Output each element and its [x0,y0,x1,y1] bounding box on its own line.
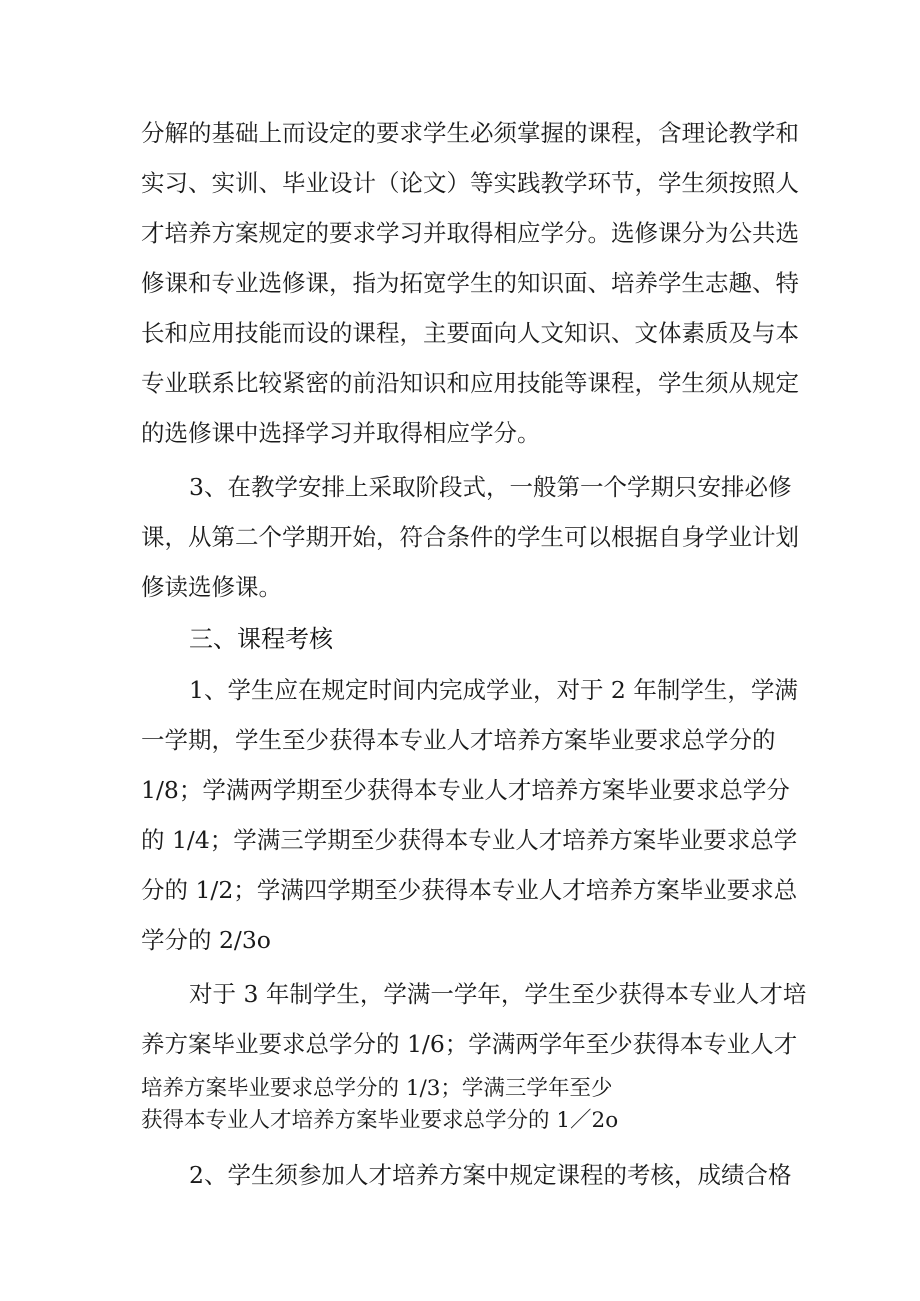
text-line-9: 课，从第二个学期开始，符合条件的学生可以根据自身学业计划 [141,523,799,551]
text-line-4: 修课和专业选修课，指为拓宽学生的知识面、培养学生志趣、特 [141,269,799,297]
text-line-14: 1/8；学满两学期至少获得本专业人才培养方案毕业要求总学分 [141,776,790,804]
text-line-19: 养方案毕业要求总学分的 1/6；学满两学年至少获得本专业人才 [141,1030,798,1058]
text-line-6: 专业联系比较紧密的前沿知识和应用技能等课程，学生须从规定 [141,369,799,397]
text-line-1: 分解的基础上而设定的要求学生必须掌握的课程，含理论教学和 [141,119,799,147]
text-line-18: 对于 3 年制学生，学满一学年，学生至少获得本专业人才培 [189,980,807,1008]
text-line-20: 培养方案毕业要求总学分的 1/3；学满三学年至少 [141,1076,613,1101]
text-line-21: 获得本专业人才培养方案毕业要求总学分的 1／2o [141,1108,619,1133]
text-line-15: 的 1/4；学满三学期至少获得本专业人才培养方案毕业要求总学 [141,826,798,854]
text-line-10: 修读选修课。 [141,573,282,601]
text-line-13: 一学期，学生至少获得本专业人才培养方案毕业要求总学分的 [141,726,776,754]
text-line-8: 3、在教学安排上采取阶段式，一般第一个学期只安排必修 [189,473,792,501]
text-line-22: 2、学生须参加人才培养方案中规定课程的考核，成绩合格 [189,1161,792,1189]
text-line-2: 实习、实训、毕业设计（论文）等实践教学环节，学生须按照人 [141,169,799,197]
section-heading: 三、课程考核 [189,625,333,653]
text-line-12: 1、学生应在规定时间内完成学业，对于 2 年制学生，学满 [189,676,798,704]
text-line-5: 长和应用技能而设的课程，主要面向人文知识、文体素质及与本 [141,319,799,347]
text-line-7: 的选修课中选择学习并取得相应学分。 [141,419,541,447]
text-line-3: 才培养方案规定的要求学习并取得相应学分。选修课分为公共选 [141,219,799,247]
text-line-17: 学分的 2/3o [141,926,271,954]
text-line-16: 分的 1/2；学满四学期至少获得本专业人才培养方案毕业要求总 [141,876,798,904]
